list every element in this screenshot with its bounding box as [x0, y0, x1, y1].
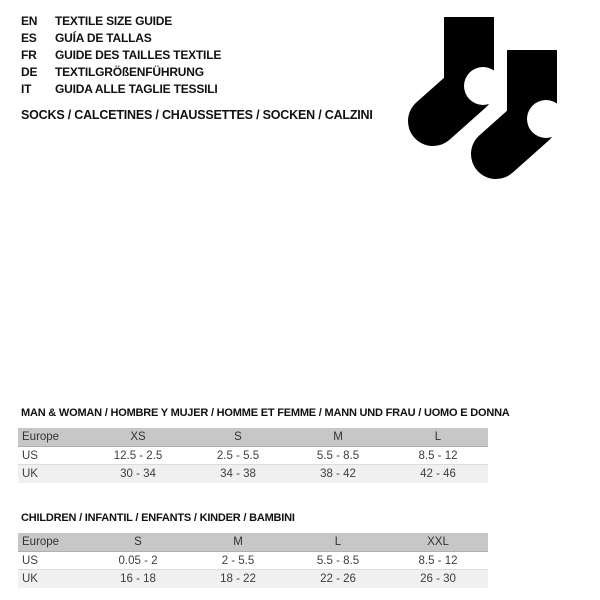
language-row-en [21, 12, 221, 29]
table-header-row [18, 428, 488, 447]
size-value: 42 - 46 [420, 468, 456, 480]
table-row-uk [18, 465, 488, 483]
table-header-row [18, 533, 488, 552]
language-title: TEXTILGRÖßENFÜHRUNG [55, 64, 204, 79]
row-label: UK [22, 573, 38, 585]
language-row-fr [21, 46, 221, 63]
row-label: UK [22, 468, 38, 480]
size-value: 34 - 38 [220, 468, 256, 480]
size-table [18, 428, 488, 483]
sock-left [433, 17, 502, 121]
category-title: SOCKS / CALCETINES / CHAUSSETTES / SOCKEN / CALZINI [21, 108, 373, 122]
language-list [21, 12, 221, 97]
language-title: TEXTILE SIZE GUIDE [55, 13, 173, 28]
size-table-children [18, 511, 488, 588]
header-cell-size: XXL [427, 536, 449, 548]
language-code: DE [21, 64, 38, 79]
language-code: ES [21, 30, 37, 45]
table-title: MAN & WOMAN / HOMBRE Y MUJER / HOMME ET FEMME / MANN UND FRAU / UOMO E DONNA [21, 407, 510, 419]
row-label: US [22, 554, 38, 567]
language-row-it [21, 80, 221, 97]
language-code: EN [21, 13, 38, 28]
language-title: GUIDE DES TAILLES TEXTILE [55, 47, 222, 62]
size-value: 26 - 30 [420, 573, 456, 585]
language-code: FR [21, 47, 37, 62]
size-value: 30 - 34 [120, 468, 156, 480]
language-row-es [21, 29, 221, 46]
table-row-us [18, 552, 488, 570]
size-value: 5.5 - 8.5 [316, 554, 360, 567]
language-code: IT [21, 81, 32, 96]
size-value: 2.5 - 5.5 [216, 449, 260, 462]
socks-icon [406, 17, 566, 182]
table-title: CHILDREN / INFANTIL / ENFANTS / KINDER / BAMBINI [21, 512, 295, 524]
size-value: 8.5 - 12 [418, 449, 458, 462]
size-table [18, 533, 488, 588]
language-row-de [21, 63, 221, 80]
header-cell-size: L [434, 431, 442, 443]
sock-right [496, 46, 565, 154]
language-title: GUIDA ALLE TAGLIE TESSILI [55, 81, 218, 96]
size-table-man-woman [18, 406, 510, 483]
size-value: 0.05 - 2 [118, 554, 158, 567]
size-value: 5.5 - 8.5 [316, 449, 360, 462]
size-value: 8.5 - 12 [418, 554, 458, 567]
header-cell-size: M [233, 536, 243, 548]
language-title: GUÍA DE TALLAS [55, 30, 152, 45]
header-cell-size: S [134, 536, 142, 548]
header-cell-size: S [234, 431, 242, 443]
header-cell-region: Europe [22, 536, 60, 548]
size-value: 2 - 5.5 [221, 554, 255, 567]
size-value: 16 - 18 [120, 573, 156, 585]
table-row-uk [18, 570, 488, 588]
header-cell-size: L [334, 536, 342, 548]
size-value: 12.5 - 2.5 [113, 449, 163, 462]
row-label: US [22, 449, 38, 462]
header-cell-region: Europe [22, 431, 60, 443]
table-row-us [18, 447, 488, 465]
size-value: 22 - 26 [320, 573, 356, 585]
header-cell-size: XS [130, 431, 146, 443]
header-cell-size: M [333, 431, 343, 443]
size-value: 18 - 22 [220, 573, 256, 585]
size-value: 38 - 42 [320, 468, 356, 480]
